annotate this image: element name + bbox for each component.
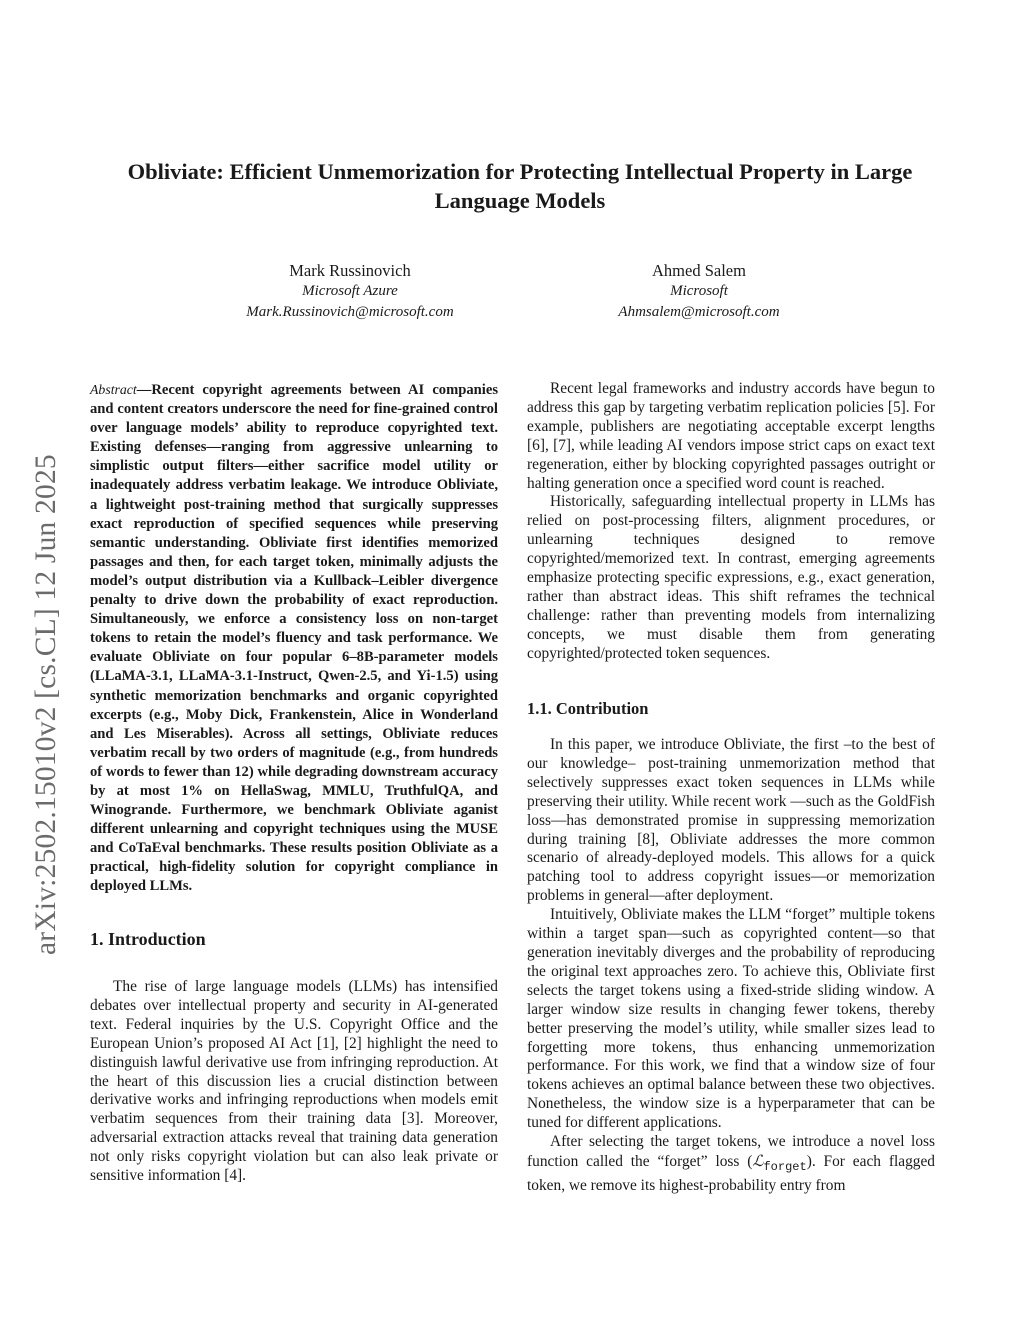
text-segment: ). For each flagged token, we remove its highest-probability entry from [527, 1152, 936, 1194]
abstract-lead: Abstract [90, 382, 137, 397]
right-column [527, 380, 935, 664]
author-name: Mark Russinovich [289, 261, 411, 280]
author-block [549, 260, 849, 323]
math-subscript: forget [763, 1160, 807, 1175]
abstract [90, 380, 498, 897]
abstract-text: —Recent copyright agreements between AI companies and content creators underscore the need for fine-grained control over language models’ ability to reproduce copyrighted text. Existing defenses—ranging from aggressive unlearning to simplistic output filters—either sacrifice model utility or inadequately address verbatim leakage. We introduce Obliviate, a lightweight post-training method that surgically suppresses exact reproduction of specified sequences while preserving semantic understanding. Obliviate first identifies memorized passages and then, for each target token, minimally adjusts the model’s output distribution via a Kullback–Leibler divergence penalty to drive down the probability of exact reproduction. Simultaneously, we enforce a consistency loss on non-target tokens to retain the model’s fluency and task performance. We evaluate Obliviate on four popular 6–8B-parameter models (LLaMA-3.1, LLaMA-3.1-Instruct, Qwen-2.5, and Yi-1.5) using synthetic memorization benchmarks and organic copyrighted excerpts (e.g., Moby Dick, Frankenstein, Alice in Wonderland and Les Miserables). Across all settings, Obliviate reduces verbatim recall by two orders of magnitude (e.g., from hundreds of words to fewer than 12) while degrading downstream accuracy by at most 1% on HellaSwag, MMLU, TruthfulQA, and Winogrande. Furthermore, we benchmark Obliviate aganist different unlearning and copyright techniques using the MUSE and CoTaEval benchmarks. These results position Obliviate as a practical, high-fidelity solution for copyright compliance in deployed LLMs. [90, 382, 498, 895]
author-name: Ahmed Salem [652, 261, 746, 280]
paragraph [527, 1133, 935, 1196]
section-heading-introduction: 1. Introduction [90, 929, 206, 949]
paragraph: Recent legal frameworks and industry accords have begun to address this gap by targeting verbatim replication policies [5]. For example, publishers are negotiating acceptable excerpt lengths [6], [7], while leading AI vendors impose strict caps on exact text regeneration, either by blocking copyrighted passages outright or halting generation once a specified word count is reached. [527, 380, 935, 492]
paragraph: Historically, safeguarding intellectual property in LLMs has relied on post-processing filters, alignment procedures, or unlearning techniques designed to remove copyrighted/memorized text. In contrast, emerging agreements emphasize protecting specific expressions, e.g., exact generation, rather than abstract ideas. This shift reframes the technical challenge: rather than preventing models from internalizing concepts, we must disable them from generating copyrighted/protected token sequences. [527, 493, 935, 662]
contribution-body [527, 736, 935, 1196]
text-segment: After selecting the target tokens, we introduce a novel loss function called the “forget” loss ( [527, 1133, 935, 1170]
math-symbol: ℒ [752, 1151, 764, 1170]
author-email: Mark.Russinovich@microsoft.com [246, 304, 454, 320]
paragraph: In this paper, we introduce Obliviate, the first –to the best of our knowledge– post-training unmemorization method that selectively suppresses exact token sequences in LLMs while preserving their utility. While recent work —such as the GoldFish loss—has demonstrated promise in suppressing memorization during training [8], Obliviate addresses the more common scenario of already-deployed models. This allows for a quick patching tool to address copyright issues—or memorization problems in general—after deployment. [527, 736, 935, 905]
paragraph: Intuitively, Obliviate makes the LLM “forget” multiple tokens within a target span—such as copyrighted content—so that generation inevitably diverges and the probability of reproducing the original text approaches zero. To achieve this, Obliviate first selects the target tokens using a fixed-stride sliding window. A larger window size results in changing fewer tokens, thereby better preserving the model’s utility, while smaller sizes lead to forgetting more tokens, thus enhancing unmemorization performance. For this work, we find that a window size of four tokens achieves an optimal balance between these two objectives. Nonetheless, the window size is a hyperparameter that can be tuned for different applications. [527, 906, 935, 1132]
author-affiliation: Microsoft Azure [302, 283, 398, 299]
paper-title: Obliviate: Efficient Unmemorization for Protecting Intellectual Property in Large Language Models [127, 159, 913, 213]
subsection-heading-contribution: 1.1. Contribution [527, 699, 649, 718]
paragraph: The rise of large language models (LLMs) has intensified debates over intellectual property and security in AI-generated text. Federal inquiries by the U.S. Copyright Office and the European Union’s proposed AI Act [1], [2] highlight the need to distinguish lawful derivative use from infringing reproduction. At the heart of this discussion lies a crucial distinction between derivative works and infringing reproductions when models emit verbatim sequences from their training data [3]. Moreover, adversarial extraction attacks reveal that training data generation not only risks copyright violation but can also leak private or sensitive information [4]. [90, 978, 498, 1185]
author-affiliation: Microsoft [670, 283, 728, 299]
author-email: Ahmsalem@microsoft.com [618, 304, 780, 320]
author-block [200, 260, 500, 323]
introduction-body [90, 978, 498, 1186]
